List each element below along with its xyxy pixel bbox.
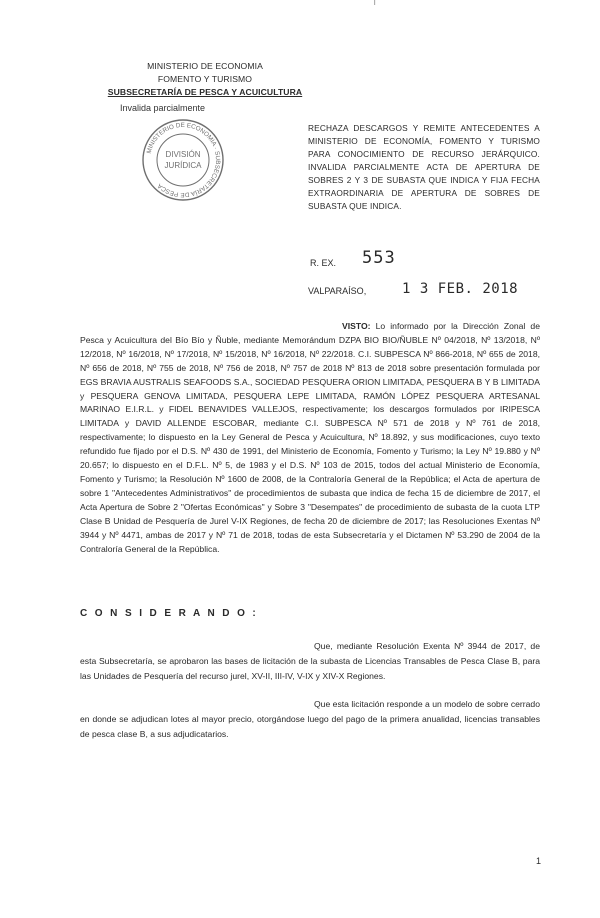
stamp-ring-text: MINISTERIO DE ECONOMIA · SUBSECRETARÍA DE PESCA — [145, 121, 222, 199]
page-number: 1 — [536, 856, 542, 866]
considerando-paragraph-1: Que, mediante Resolución Exenta Nº 3944 de 2017, de esta Subsecretaría, se aprobaron las bases de licitación de la subasta de Licencias Transables de Pesca Clase B, para las Unidades de Pesquería del recurso jurel, XV-II, III-IV, V-IX y XIV-X Regiones. — [80, 641, 540, 681]
letterhead-department: FOMENTO Y TURISMO — [157, 74, 253, 84]
rex-label: R. EX. — [310, 258, 337, 268]
division-juridica-stamp — [140, 117, 226, 203]
stamp-center-line2: JURÍDICA — [164, 161, 202, 170]
letterhead — [70, 60, 340, 99]
handwritten-note: Invalida parcialmente — [120, 103, 206, 113]
visto-text: Lo informado por la Dirección Zonal de Pesca y Acuicultura del Bío Bío y Ñuble, mediante Memorándum DZPA BIO BIO/ÑUBLE Nº 04/2018, Nº 13/2018, Nº 12/2018, Nº 16/2018, Nº 17/2018, Nº 15/2018, Nº 16/2018, Nº 22/2018. C.I. SUBPESCA Nº 866-2018, Nº 655 de 2018, Nº 656 de 2018, Nº 755 de 2018, Nº 756 de 2018, Nº 757 de 2018 Nº 813 de 2018 sobre presentación formulada por EGS BRAVIA AUSTRALIS SEAFOODS S.A., SOCIEDAD PESQUERA ORION LIMITADA, PESQUERA B Y B LIMITADA y PESQUERA GENOVA LIMITADA, PESQUERA LEPE LIMITADA, RAMÓN LÓPEZ PESQUERA ARTESANAL MARINAO E.I.R.L. y FIDEL BENAVIDES VALLEJOS, respectivamente; los descargos formulados por IRIPESCA LIMITADA y DAVID ALLENDE ESCOBAR, mediante C.I. SUBPESCA Nº 571 de 2018 y Nº 761 de 2018, respectivamente; lo dispuesto en la Ley General de Pesca y Acuicultura, Nº 18.892, y sus modificaciones, cuyo texto refundido fue fijado por el D.S. Nº 430 de 1991, del Ministerio de Economía, Fomento y Turismo; la Ley Nº 19.880 y Nº 20.657; lo dispuesto en el D.F.L. Nº 5, de 1983 y el D.S. Nº 103 de 2015, todos del actual Ministerio de Economía, Fomento y Turismo; la Resolución Nº 1600 de 2008, de la Contraloría General de la República; el Acta de apertura de sobre 1 "Antecedentes Administrativos" de procedimientos de subasta que indica de fecha 15 de diciembre de 2017, el Acta Apertura de Sobre 2 "Ofertas Económicas" y Sobre 3 "Desempates" de procedimiento de subasta de la cuota LTP Clase B Unidad de Pesquería de Jurel V-IX Regiones, de fecha 20 de diciembre de 2017; las Resoluciones Exentas Nº 3944 y Nº 4471, ambas de 2017 y Nº 71 de 2018, todas de esta Subsecretaría y el Dictamen Nº 53.290 de 2004 de la Contraloría General de la República. — [80, 321, 540, 554]
visto-section — [80, 320, 540, 556]
visto-label: VISTO: — [342, 321, 371, 331]
letterhead-ministry: MINISTERIO DE ECONOMIA — [147, 61, 263, 71]
resolution-summary: RECHAZA DESCARGOS Y REMITE ANTECEDENTES A MINISTERIO DE ECONOMÍA, FOMENTO Y TURISMO PARA CONOCIMIENTO DE RECURSO JERÁRQUICO. INVALIDA PARCIALMENTE ACTA DE APERTURA DE SOBRES 2 Y 3 DE SUBASTA QUE INDICA Y FIJA FECHA EXTRAORDINARIA DE APERTURA DE SOBRES DE SUBASTA QUE INDICA. — [308, 123, 540, 211]
stamp-outer-ring — [143, 120, 223, 200]
considerando-heading: C O N S I D E R A N D O : — [80, 608, 259, 619]
stamp-inner-ring — [157, 134, 209, 186]
resolution-date: 1 3 FEB. 2018 — [402, 281, 519, 297]
rex-number: 553 — [362, 248, 396, 268]
considerando-paragraph-2: Que esta licitación responde a un modelo de sobre cerrado en donde se adjudican lotes al mayor precio, otorgándose luego del pago de la primera anualidad, licencias transables de pesca clase B, a sus adjudicatarios. — [80, 699, 540, 739]
stamp-center-line1: DIVISIÓN — [165, 150, 201, 159]
place-label: VALPARAÍSO, — [308, 286, 367, 296]
top-mark: l — [374, 0, 376, 7]
letterhead-subsecretaria: SUBSECRETARÍA DE PESCA Y ACUICULTURA — [107, 87, 303, 97]
